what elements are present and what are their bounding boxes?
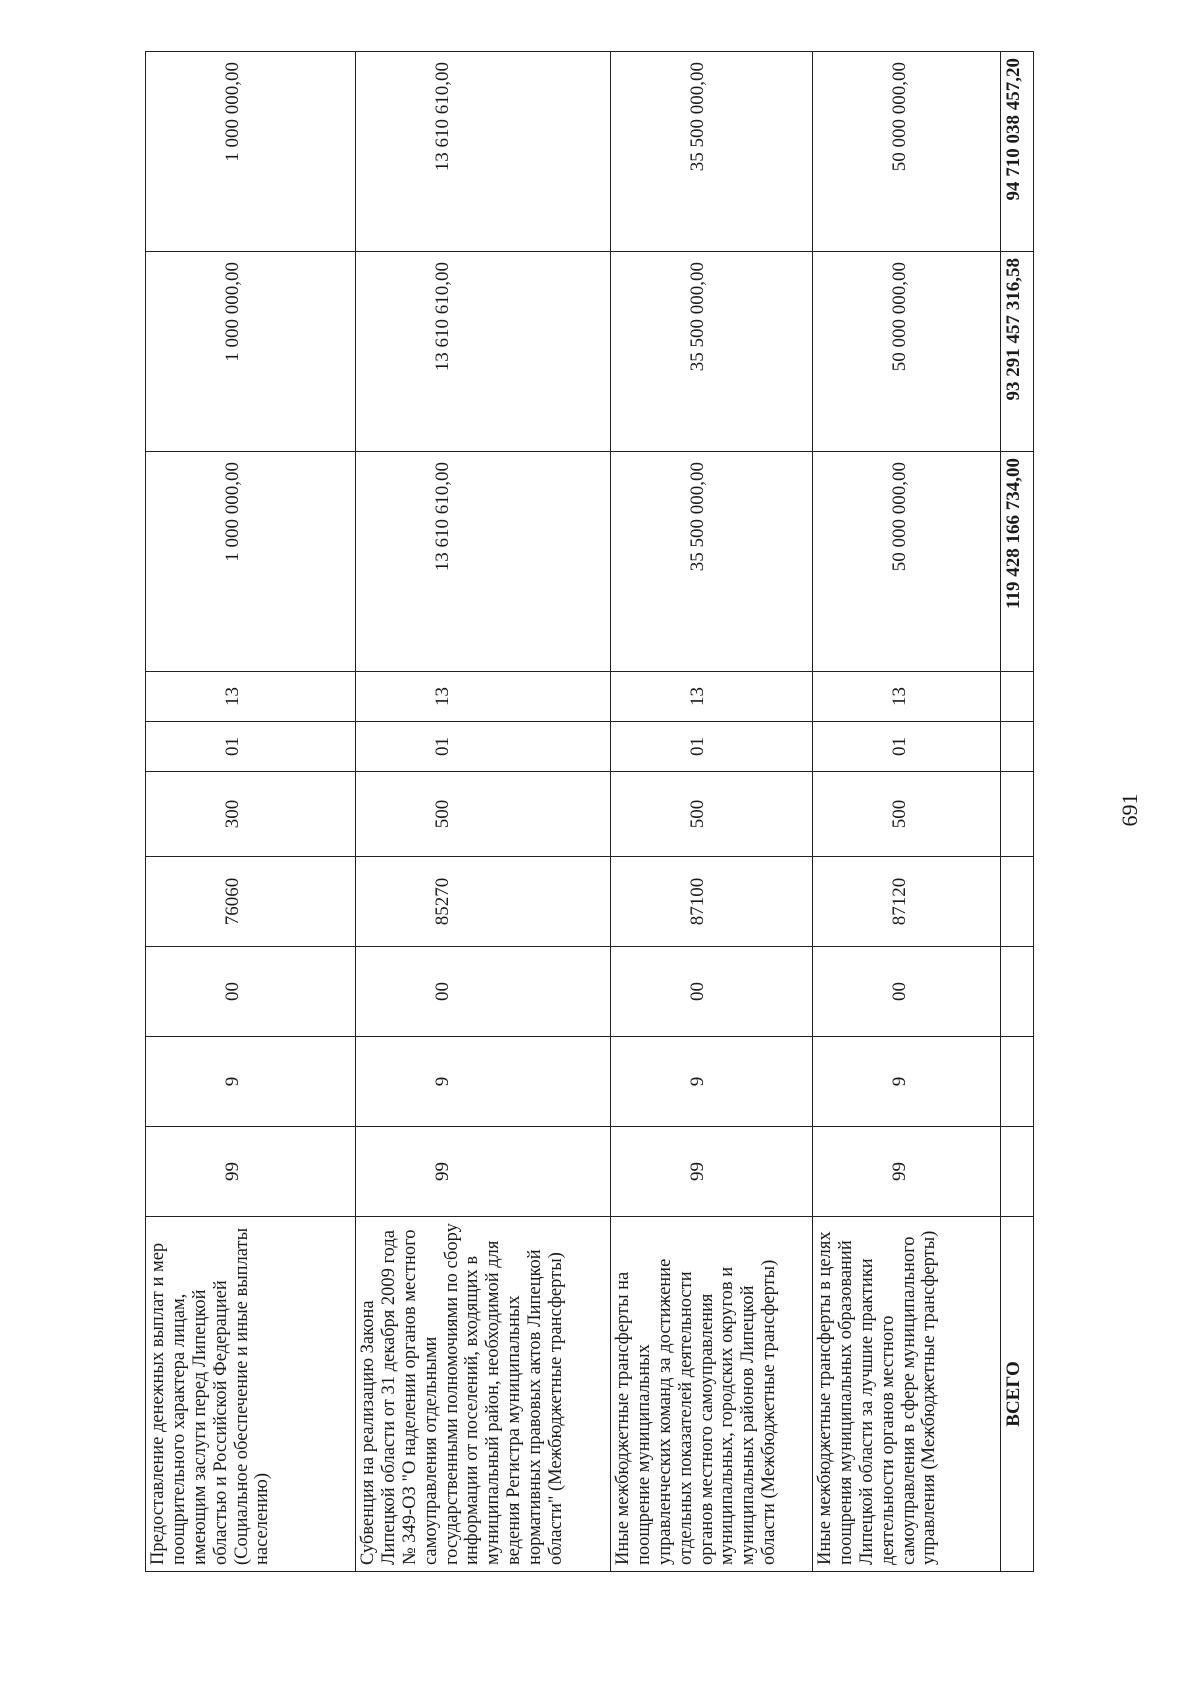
- amount-cell: 35 500 000,00: [611, 452, 813, 672]
- total-amount-cell: 119 428 166 734,00: [1001, 452, 1034, 672]
- code-cell: 00: [611, 947, 813, 1037]
- total-label: ВСЕГО: [1001, 1217, 1034, 1572]
- amount-cell: 50 000 000,00: [813, 252, 1001, 452]
- empty-cell: [1001, 857, 1034, 947]
- table-row: [611, 52, 813, 1572]
- empty-cell: [1001, 947, 1034, 1037]
- amount-cell: 1 000 000,00: [146, 452, 356, 672]
- amount-cell: 1 000 000,00: [146, 252, 356, 452]
- code-cell: 87100: [611, 857, 813, 947]
- empty-cell: [1001, 672, 1034, 722]
- code-cell: 9: [356, 1037, 611, 1127]
- row-description: Предоставление денежных выплат и мер поощрительного характера лицам, имеющим заслуги перед Липецкой областью и Российской Федерацией (Социальное обеспечение и иные выплаты населению): [146, 1217, 356, 1572]
- total-amount-cell: 94 710 038 457,20: [1001, 52, 1034, 252]
- budget-table-container: [145, 52, 1028, 1572]
- empty-cell: [1001, 1127, 1034, 1217]
- amount-cell: 13 610 610,00: [356, 452, 611, 672]
- row-description: Субвенция на реализацию Закона Липецкой области от 31 декабря 2009 года № 349-ОЗ "О наделении органов местного самоуправления отдельными государственными полномочиями по сбору информации от поселений, входящих в муниципальный район, необходимой для ведения Регистра муниципальных нормативных правовых актов Липецкой области" (Межбюджетные трансферты): [356, 1217, 611, 1572]
- code-cell: 13: [611, 672, 813, 722]
- amount-cell: 50 000 000,00: [813, 452, 1001, 672]
- amount-cell: 13 610 610,00: [356, 52, 611, 252]
- page-number: 691: [1117, 793, 1142, 827]
- code-cell: 00: [813, 947, 1001, 1037]
- code-cell: 9: [813, 1037, 1001, 1127]
- amount-cell: 50 000 000,00: [813, 52, 1001, 252]
- code-cell: 13: [356, 672, 611, 722]
- total-amount-cell: 93 291 457 316,58: [1001, 252, 1034, 452]
- code-cell: 99: [611, 1127, 813, 1217]
- row-description: Иные межбюджетные трансферты в целях поощрения муниципальных образований Липецкой области за лучшие практики деятельности органов местного самоуправления в сфере муниципального управления (Межбюджетные трансферты): [813, 1217, 1001, 1572]
- code-cell: 01: [813, 722, 1001, 772]
- code-cell: 76060: [146, 857, 356, 947]
- table-row: [813, 52, 1001, 1572]
- empty-cell: [1001, 722, 1034, 772]
- code-cell: 87120: [813, 857, 1001, 947]
- code-cell: 500: [356, 772, 611, 857]
- code-cell: 85270: [356, 857, 611, 947]
- code-cell: 13: [146, 672, 356, 722]
- empty-cell: [1001, 772, 1034, 857]
- code-cell: 00: [356, 947, 611, 1037]
- amount-cell: 13 610 610,00: [356, 252, 611, 452]
- table-row: [146, 52, 356, 1572]
- code-cell: 9: [611, 1037, 813, 1127]
- code-cell: 01: [356, 722, 611, 772]
- amount-cell: 35 500 000,00: [611, 252, 813, 452]
- code-cell: 13: [813, 672, 1001, 722]
- code-cell: 99: [813, 1127, 1001, 1217]
- empty-cell: [1001, 1037, 1034, 1127]
- code-cell: 9: [146, 1037, 356, 1127]
- budget-table: [145, 51, 1034, 1572]
- total-row: [1001, 52, 1034, 1572]
- code-cell: 01: [611, 722, 813, 772]
- amount-cell: 1 000 000,00: [146, 52, 356, 252]
- code-cell: 01: [146, 722, 356, 772]
- amount-cell: 35 500 000,00: [611, 52, 813, 252]
- code-cell: 300: [146, 772, 356, 857]
- table-row: [356, 52, 611, 1572]
- code-cell: 500: [813, 772, 1001, 857]
- code-cell: 99: [146, 1127, 356, 1217]
- code-cell: 00: [146, 947, 356, 1037]
- code-cell: 99: [356, 1127, 611, 1217]
- code-cell: 500: [611, 772, 813, 857]
- row-description: Иные межбюджетные трансферты на поощрение муниципальных управленческих команд за достижение отдельных показателей деятельности органов местного самоуправления муниципальных, городских округов и муниципальных районов Липецкой области (Межбюджетные трансферты): [611, 1217, 813, 1572]
